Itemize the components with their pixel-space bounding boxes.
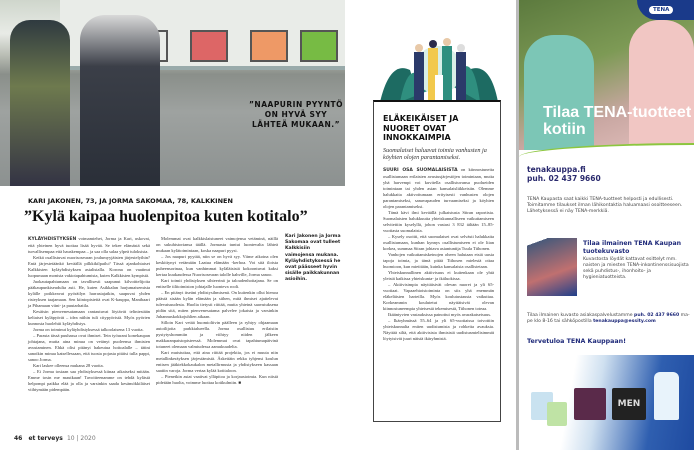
paragraph: on kiinnostuneita osallistumaan erilaisten avustusjärjestöjen toimintaan, mutta yhä harvempi voi kuvitella osallistuvansa puolueiden toimintaan tai yhden asian kansalaisliikkeisiin. Olemme halukkaita aktivoitumaan erityisesti vanhusten olojen parantamiseksi, sanavapauden turvaamiseksi ja köyhien olojen parantamiseksi.	[383, 166, 494, 209]
paragraph: – Kysely osoitti, että suomalaiset ovat selvästi halukkaita osallistumaan, kunhan kynnys osallistumiseen ei ole liian korkea, summaa Sitran johtava asiantuntija Tuula Tiihonen.	[383, 233, 494, 251]
ad-hero-photo	[519, 0, 694, 150]
sidebar-factbox	[373, 100, 501, 422]
factbox-body	[383, 167, 494, 342]
catalog-image	[527, 238, 577, 296]
photo-caption: Kari Jakonen ja Jorma Sakomaa ovat tulleet Kalkkisiin vaimojensa mukana. Kyläyhdistyksessä he ovat päässeet hyvin sisälle paikkakunnan asioihin.	[285, 234, 341, 283]
pull-quote: ”NAAPURIN PYYNTÖ ON HYVÄ SYY LÄHTEÄ MUKAAN.”	[249, 100, 343, 129]
order-email[interactable]: tenakauppa@essity.com	[593, 319, 656, 324]
ad-hero-title: Tilaa TENA-tuotteet kotiin	[543, 104, 692, 138]
issue-number: 10 | 2020	[66, 435, 96, 442]
paragraph: Ikääntyvien vastauksissa painottui myös avarakatseisuus.	[388, 311, 492, 317]
tena-logo: TENA	[637, 0, 694, 20]
article-headline: ”Kylä kaipaa huolenpitoa kuten kotitalo”	[24, 208, 308, 225]
family-illustration	[380, 30, 498, 102]
lead-caps: KYLÄYHDISTYKSEN	[28, 237, 77, 242]
paragraph: – Ikäryhmässä 55–64 ja yli 65-vuotiaissa toivottiin yhteiskunnalta eniten uudistumista ja rohkeita avauksia. Näyttää siltä, että aktiivisista ihmisistä uudistusmielisimmät löytyisivät juuri näistä ikäryhmistä.	[383, 317, 494, 341]
order-phone: puh. 02 437 9660	[634, 313, 680, 318]
paragraph: – Ei Jorma tosiaan saa yhdistyksessä kiinaa aikaiseksi mitään. Emme tosin me mautkaan! Tavoitteenamme on tehdä kylästä helpompi paikka elää ja olla ja varsinkin saada kesämökkiläiset viihtymään pidempään.	[28, 369, 150, 392]
magazine-name: et terveys	[28, 435, 63, 442]
article-column-2	[156, 236, 278, 386]
page-footer	[14, 435, 96, 442]
product-lineup	[519, 355, 694, 450]
paragraph: – Parasta tässä puuhassa ovat ihmiset. Tein työurani konekaupan johtajana, mutta aina minua on vetänyt puoleensa ihmisten avustaminen. Ehkä olisi pitänyt hakeutua hoitoalalle – tätini sanoikin minua katsellessaan, että tuosta pojasta pitäisi tulla pappi, sanoo Jorma.	[28, 333, 150, 362]
factbox-lead: Suomalaiset haluavat toimia vanhusten ja köyhien olojen parantamiseksi.	[383, 146, 487, 162]
page-number: 46	[14, 435, 23, 442]
factbox-title: ELÄKEIKÄISET JA NUORET OVAT INNOKKAIMPIA	[383, 114, 459, 142]
paragraph: Vanhojen vaikuttamiskeinojen oheen halutaan etsiä uusia tapoja toimia, ja tämä pitää Tiihosen mielestä ottaa huomioon, kun mietitään, kuinka kansalaisia osallistetaan.	[383, 251, 494, 269]
article-kicker: KARI JAKONEN, 73, JA JORMA SAKOMAA, 78, KALKKINEN	[28, 197, 233, 205]
paragraph: voimamiehet, Jorma ja Kari, uskovat, että yhteinen hyvä tuottaa lisää hyvää. Se tekee elämästä sekä turvallisempaa että hauskempaa – ja saa olla salaa ylpeä tuloksista.	[28, 236, 151, 254]
article-photo	[0, 0, 345, 186]
paragraph: – En pitänyt itseäni yhdistysihmisenä. On kuitenkin ollut hienoa päästä sisään kylän elämään ja siihen, mitä ihmiset ajattelevat tulevaisuudesta. Huolia tietysti riittää, mutta yhteinä saavutuksena pidän sitä, miten pienvenesatama palvelee jokaista ja varsinkin Juhannuskokkojuhlien aikaan.	[156, 290, 278, 319]
paragraph: Kesäisin pienvenesatamaan rantautuvat löytävät teliniestään keltaiset kyläpyörät – idea niihin tuli citypyöristä. Myös pyörien kunnosta huolehtii kyläyhdistys.	[28, 309, 150, 326]
paragraph: Kari muistuttaa, että aina riittää projektia, jos ei muuta niin metallinkeräyksen järjestämistä. Äskettäin rekka tyhjensi koulun entisen jääkiekkokaukalon metallirmusta ja yhdistykseen kassaan saatiin varoja. Jorma vertaa kylää kotitaloon.	[156, 350, 278, 373]
article-column-1	[28, 236, 150, 393]
paragraph: Silloin Kari vetää huomioliivin päälleen ja ryhtyy ohjaamaan autoilijoita parkkialueella. Jorma osallistuu erilaisiin pystytyshommiin ja viihtyy niiden jälkeen makkaranpaistopisteessä. Molemmat ovat tapahtumapäivinä totuneet olemaan valmiudessa aamukuudelta.	[156, 320, 278, 349]
paragraph: Kari laskee olleensa mukana 28 vuotta.	[33, 363, 104, 368]
tena-advertisement	[519, 0, 694, 450]
paragraph: Juokautapahtumaan on tavallisesti saapunut kilvoittelijoita pääkaupunkiseudulta asti. He, kuten Asikkalan harjumaisemista kylälle poikkeavat pyöräilyn harrastajatkin, saapuvat yhden risteyksen taajamaan. Sen kiintopisteitä ovat K-kauppa, Manibaari ja Pihamaan viini- ja puutarhatila.	[28, 279, 150, 308]
product-men: MEN	[612, 388, 646, 420]
person-jorma	[10, 20, 70, 186]
ad-site-link[interactable]: tenakauppa.fi	[527, 165, 586, 174]
paragraph: Molemmat ovat kalkkislaistuneet vaimojensa vetäminä, näillä on sukuhistoriansa täällä. Jormasta tuntui luontevalta lähteä mukaan kylätoimintaan, koska naapuri pyysi.	[156, 236, 278, 253]
order-info: Tilaa ilmainen kuvasto asiakaspalvelustamme puh. 02 437 9660 ma-pe klo 8-16 tai sähköpostilla tenakauppa@essity.com	[527, 313, 690, 324]
ad-contact	[527, 165, 601, 183]
paragraph: Yhteiskunnallinen aktiivisuus ei kuitenkaan ole yhtä yleistä kaikissa yhteiskunta- ja ikäluokissa.	[383, 269, 494, 281]
catalog-title: Tilaa ilmainen TENA Kaupan tuotekuvasto	[583, 240, 682, 255]
ad-phone: puh. 02 437 9660	[527, 174, 601, 183]
paragraph: Ketkä osallistuvat nuorisoseuran joulumyyjäisten järjestelyihin? Entä järjestetäänkö keväällä pilkkikilpailu? Tässä ajankohtaiset Kalkkisten kyläyhdistyksen asialistalla. Korona on vaatinut luopumaan monista vakiotapahtumista, kuten Kalkkisten kympistä.	[28, 255, 150, 278]
person-kari	[80, 15, 160, 186]
ad-footer-link[interactable]: tenakauppa.fi	[529, 430, 563, 435]
ad-welcome: Tervetuloa TENA Kauppaan!	[527, 338, 627, 345]
lead-caps: SUURI OSA SUOMALAISISTA	[383, 167, 458, 173]
paragraph: – Jos naapuri pyytää, niin se on hyvä syy. Viime aikoina olen keskittynyt vetämään Laatua elämään -kerhoa. Voi sitä iloista puheensorinaa, kun vanhimmat kyläläisistä kokoontuvat kaksi kertaa kuukaudessa Nuorisoseuran talolle kahville, Jorma sanoo.	[156, 254, 278, 277]
paragraph: Jorma on toiminut kyläyhdistyksessä talkoolaisena 13 vuotta.	[33, 327, 144, 332]
paragraph: Kari toimii yhdistyksen sihteerinä ja taloudenhoitajana. Se on entiselle tilitoimiston johtajalle luonteva rooli.	[156, 278, 278, 289]
ad-body: TENA Kaupasta saat kaikki TENA-tuotteet helposti ja edullisesti. Toimitamme tilaukset ilman lähikontaktia haluamaasi osoitteeseen. Lähetyksessä ei näy TENA-merkkiä.	[527, 197, 683, 214]
paragraph: – Aktiivisimpia näyttäisivät olevan nuoret ja yli 65-vuotiaat. Vapaaehtoistoiminta on siis yhä enemmän eläkeläisten harteilla. Myös koulutustausta vaikuttaa. Korkeammin koulutetut näyttäisivät olevan kiinnostuneempia yhteisestä tekemisestä, Tiihonen toteaa.	[383, 281, 494, 311]
catalog-body: Kuvastosta löydät kattavat esittelyt mm. naisten ja miesten TENA-inkontinenssisuojista sekä puhdistus-, ihonhoito- ja hygieniatuotteista.	[583, 257, 689, 280]
paragraph: – Pienetkin asiat vaativat ylläpitoa ja korjaustoimia. Kun niistä pidetään huolta, voimme luottaa kotikulmiin. ■	[156, 374, 278, 385]
paragraph: Tämä kävi ilmi keväällä julkaistusta Sitran raportista. Suomalaisten halukkuutta yhteiskunnalliseen vaikuttamiseen selvitettiin kyselyllä, johon vastasi 3 832 iältään 15–85-vuotiasta suomalaista.	[383, 209, 494, 233]
